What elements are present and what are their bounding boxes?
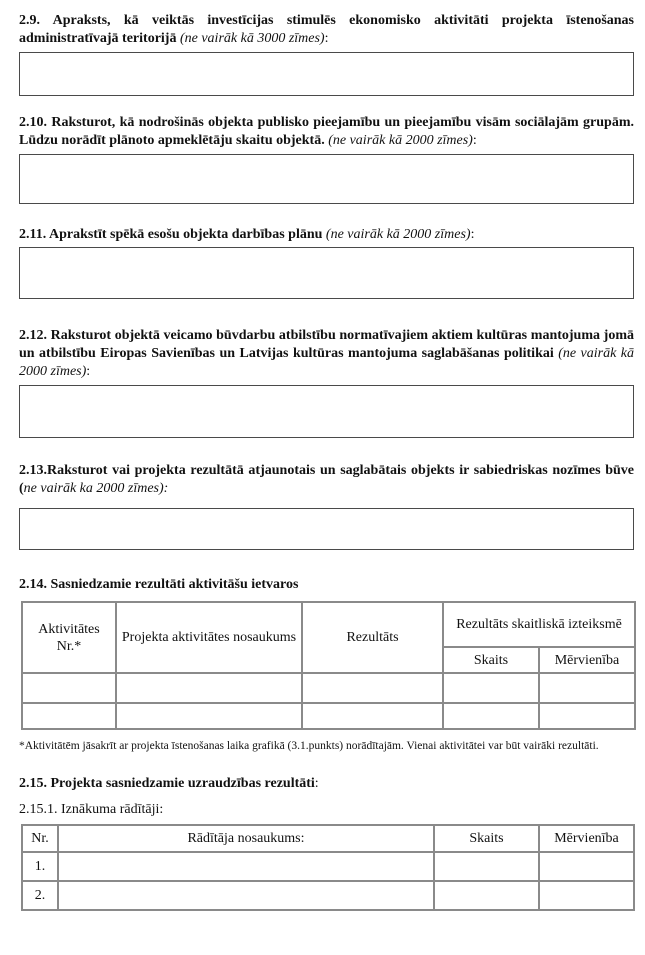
indicators-row1-count-cell[interactable] [434, 852, 539, 881]
results-table [21, 601, 636, 730]
indicators-header-unit: Mērvienība [539, 825, 634, 852]
indicators-row1-unit-cell[interactable] [539, 852, 634, 881]
section-2-15-1-subtitle: 2.15.1. Iznākuma rādītāji: [19, 802, 164, 817]
activities-footnote: *Aktivitātēm jāsakrīt ar projekta īstenošanas laika grafikā (3.1.punkts) norādītajām. Vienai aktivitātei var būt vairāki rezultāti. [19, 740, 599, 752]
section-2-11-constraint: (ne vairāk kā 2000 zīmes) [325, 227, 471, 242]
section-2-9-input[interactable] [19, 52, 634, 96]
section-2-9-label: 2.9. Apraksts, kā veiktās investīcijas stimulēs ekonomisko aktivitāti projekta īstenošanas administratīvajā teritorijā [19, 13, 634, 46]
section-2-12-label: 2.12. Raksturot objektā veicamo būvdarbu atbilstību normatīvajiem aktiem kultūras mantojuma jomā un atbilstību Eiropas Savienības un Latvijas kultūras mantojuma saglabāšanas politikai [19, 328, 634, 361]
results-row2-activity-nr-cell[interactable] [22, 703, 116, 729]
section-2-13-heading [19, 462, 634, 498]
section-2-14-title: 2.14. Sasniedzamie rezultāti aktivitāšu ietvaros [19, 577, 299, 592]
results-row1-activity-name-cell[interactable] [116, 673, 302, 703]
section-2-13-constraint: ne vairāk ka 2000 zīmes): [23, 481, 169, 496]
results-row2-result-cell[interactable] [302, 703, 443, 729]
section-2-9-constraint: (ne vairāk kā 3000 zīmes) [179, 31, 325, 46]
results-table-row [22, 703, 635, 729]
section-2-12-input[interactable] [19, 385, 634, 438]
section-2-10-label: 2.10. Raksturot, kā nodrošinās objekta publisko pieejamību un pieejamību visām sociālajām grupām. Lūdzu norādīt plānoto apmeklētāju skaitu objektā. [19, 115, 634, 148]
indicators-row [22, 881, 634, 910]
indicators-header-nr: Nr. [22, 825, 58, 852]
results-row2-activity-name-cell[interactable] [116, 703, 302, 729]
indicators-row1-name-cell[interactable] [58, 852, 434, 881]
section-2-11-heading: 2.11. Aprakstīt spēkā esošu objekta darbības plānu (ne vairāk kā 2000 zīmes): [19, 227, 475, 242]
section-2-11-label: 2.11. Aprakstīt spēkā esošu objekta darbības plānu [19, 227, 326, 242]
results-table-header-count: Skaits [443, 647, 539, 673]
section-2-12-constraint: (ne vairāk kā 2000 zīmes) [19, 346, 635, 379]
results-row2-unit-cell[interactable] [539, 703, 635, 729]
section-2-15-title: 2.15. Projekta sasniedzamie uzraudzības rezultāti: [19, 776, 319, 791]
section-2-10-constraint: (ne vairāk kā 2000 zīmes) [328, 133, 473, 148]
indicators-row2-unit-cell[interactable] [539, 881, 634, 910]
results-row2-count-cell[interactable] [443, 703, 539, 729]
section-2-10-input[interactable] [19, 154, 634, 204]
results-table-header-result: Rezultāts [302, 602, 443, 673]
results-row1-activity-nr-cell[interactable] [22, 673, 116, 703]
output-indicators-table [21, 824, 635, 911]
section-2-11-input[interactable] [19, 247, 634, 299]
section-2-12-heading: 2.12. Raksturot objektā veicamo būvdarbu atbilstību normatīvajiem aktiem kultūras mantojuma jomā un atbilstību Eiropas Savienības un Latvijas kultūras mantojuma saglabāšanas politikai (ne vairāk kā 2000 zīmes): [19, 328, 635, 379]
indicators-row2-count-cell[interactable] [434, 881, 539, 910]
indicators-header-count: Skaits [434, 825, 539, 852]
results-table-row [22, 673, 635, 703]
indicators-row2-nr: 2. [22, 881, 58, 910]
section-2-9-heading: 2.9. Apraksts, kā veiktās investīcijas stimulēs ekonomisko aktivitāti projekta īstenošanas administratīvajā teritorijā (ne vairāk kā 3000 zīmes): [19, 13, 634, 46]
section-2-13-label: 2.13.Raksturot vai projekta rezultātā atjaunotais un saglabātais objekts ir sabiedriskas nozīmes būve ( [19, 463, 634, 496]
results-row1-unit-cell[interactable] [539, 673, 635, 703]
results-row1-result-cell[interactable] [302, 673, 443, 703]
indicators-row1-nr: 1. [22, 852, 58, 881]
results-table-header-numeric-group: Rezultāts skaitliskā izteiksmē [443, 602, 635, 647]
indicators-header-name: Rādītāja nosaukums: [58, 825, 434, 852]
results-table-header-activity-nr: Aktivitātes Nr.* [22, 602, 116, 673]
results-table-header-activity-name: Projekta aktivitātes nosaukums [116, 602, 302, 673]
results-row1-count-cell[interactable] [443, 673, 539, 703]
indicators-row2-name-cell[interactable] [58, 881, 434, 910]
section-2-13-input[interactable] [19, 508, 634, 550]
results-table-header-unit: Mērvienība [539, 647, 635, 673]
section-2-10-heading: 2.10. Raksturot, kā nodrošinās objekta publisko pieejamību un pieejamību visām sociālajām grupām. Lūdzu norādīt plānoto apmeklētāju skaitu objektā. (ne vairāk kā 2000 zīmes): [19, 115, 634, 148]
indicators-row [22, 852, 634, 881]
